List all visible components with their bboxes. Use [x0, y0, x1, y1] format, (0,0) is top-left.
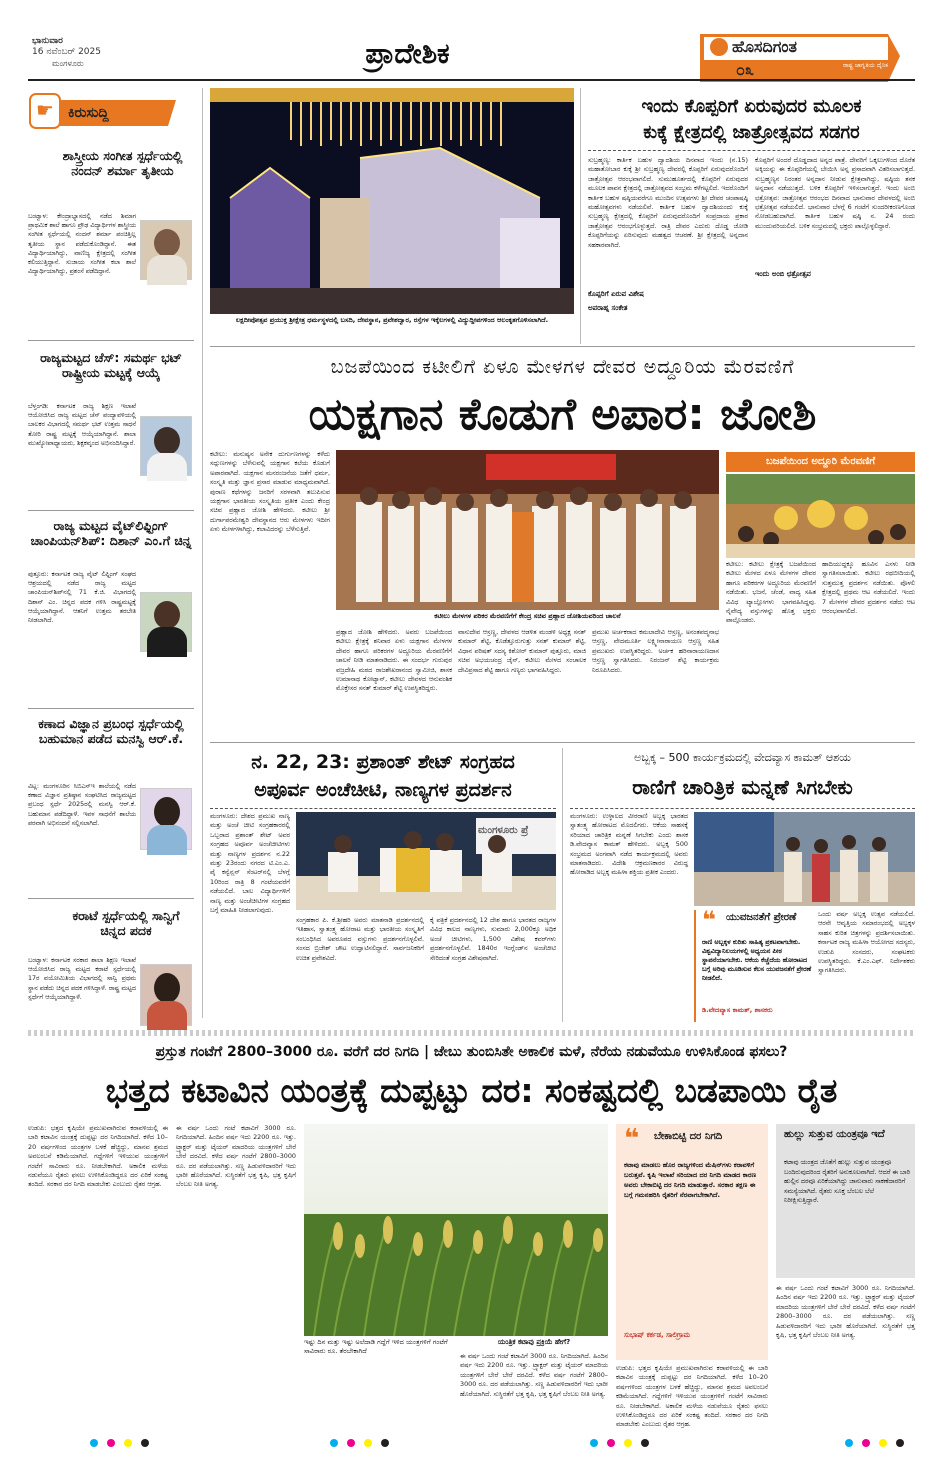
- briefs-header-label: ಕಿರುಸುದ್ದಿ: [68, 105, 109, 121]
- brief-photo-5: [140, 964, 192, 1026]
- paddy-box-2: [776, 1124, 915, 1278]
- paddy-illustration: [304, 1124, 608, 1336]
- abbakka-kicker: ಅಬ್ಬಕ್ಕ – 500 ಕಾರ್ಯಕ್ರಮದಲ್ಲಿ ವೇದವ್ಯಾಸ ಕಾಮತ್ ಆಶಯ: [634, 751, 851, 764]
- paddy-box-1-title: ಬೇಕಾಬಿಟ್ಟಿ ದರ ನಿಗದಿ: [654, 1131, 723, 1142]
- magenta-dot: [607, 1439, 615, 1447]
- magenta-dot: [347, 1439, 355, 1447]
- brief-body-2: ಬೆಳ್ತಂಗಡಿ: ಕರ್ನಾಟಕ ರಾಜ್ಯ ಶಿಕ್ಷಣ ಇಲಾಖೆ ಆಯೋಜಿಸಿದ ರಾಜ್ಯ ಮಟ್ಟದ ಚೆಸ್ ಪಂದ್ಯಾವಳಿಯಲ್ಲಿ ಬಾಲಕರ ವಿಭಾಗದಲ್ಲಿ ಸಮರ್ಥ ಭಟ್ ಉತ್ತಮ ಸಾಧನೆ ತೋರಿ ರಾಷ್ಟ್ರ ಮಟ್ಟಕ್ಕೆ ಆಯ್ಕೆಯಾಗಿದ್ದಾನೆ. ಶಾಲಾ ಮುಖ್ಯೋಪಾಧ್ಯಾಯರು, ಶಿಕ್ಷಕವೃಂದ ಅಭಿನಂದಿಸಿದ್ದಾರೆ.: [28, 403, 136, 447]
- registration-marks-mid: [590, 1432, 650, 1442]
- kukke-subhead-3: ಇಂದು ಅಂಬಿ ಛತ್ರೋತ್ಸವ: [755, 270, 811, 278]
- yakshagana-illustration: [336, 450, 719, 610]
- brand-logo: [700, 30, 900, 82]
- yakshagana-column-6: ಹಾದಿಯುದ್ದಕ್ಕೂ ಹೂವಿನ ಎಸಳು ನೀಡಿ ಸ್ವಾಗತಿಸಲಾಯಿತು. ಕಟೀಲು ರಥಬೀದಿಯಲ್ಲಿ ಸುತ್ತಮುತ್ತ ಪ್ರದರ್ಶನ ನಡೆಯಿತು. ಪೊಳಲಿ ಕ್ಷೇತ್ರದಲ್ಲಿ ಪ್ರಥಮ ಆಟ ನಡೆಯಲಿದೆ. ಇಂದು 7 ಮೇಳಗಳ ದೇವರ ಪ್ರದರ್ಶನ ನಡೆದು ಆಟ ಆರಂಭವಾಗಲಿದೆ.: [822, 560, 915, 616]
- masthead-day: ಭಾನುವಾರ: [32, 36, 63, 46]
- kukke-headline-2: ಕುಕ್ಕೆ ಕ್ಷೇತ್ರದಲ್ಲಿ ಜಾತ್ರೋತ್ಸವದ ಸಡಗರ: [643, 122, 860, 143]
- brief-photo-2: [140, 416, 192, 476]
- paddy-box-2-title: ಹುಲ್ಲು ಸುತ್ತುವ ಯಂತ್ರವೂ ಇದೆ: [784, 1129, 885, 1140]
- paddy-column-2: ಈ ವರ್ಷ ಒಂದು ಗಂಟೆ ಕಟಾವಿಗೆ 3000 ರೂ. ನಿಗದಿಯಾಗಿದೆ. ಹಿಂದಿನ ವರ್ಷ ಇದು 2200 ರೂ. ಇತ್ತು. ಟ್ರ್ಯಾಕ್ಟರ್ ಮತ್ತು ಟೈಯರ್ ಮಾದರಿಯ ಯಂತ್ರಗಳಿಗೆ ಬೇರೆ ಬೇರೆ ದರವಿದೆ. ಕಳೆದ ವರ್ಷ ಗಂಟೆಗೆ 2800–3000 ರೂ. ದರ ಪಡೆಯಲಾಗಿತ್ತು. ಸಣ್ಣ ಹಿಡುವಳಿದಾರರಿಗೆ ಇದು ಭಾರೀ ಹೊರೆಯಾಗಿದೆ. ಸುಸ್ಥಿರತೆಗೆ ಭತ್ತ ಕೃಷಿ, ಭತ್ತ ಕೃಷಿಗೆ ಬೆಂಬಲ ನೀತಿ ಅಗತ್ಯ.: [176, 1124, 296, 1189]
- paddy-headline: ಭತ್ತದ ಕಟಾವಿನ ಯಂತ್ರಕ್ಕೆ ದುಪ್ಪಟ್ಟು ದರ: ಸಂಕಷ್ಟದಲ್ಲಿ ಬಡಪಾಯಿ ರೈತ: [105, 1071, 838, 1110]
- brief-title-1: ಶಾಸ್ತ್ರೀಯ ಸಂಗೀತ ಸ್ಪರ್ಧೆಯಲ್ಲಿ ನಂದನ್ ಶರ್ಮಾ ತೃತೀಯ: [62, 148, 183, 178]
- cyan-dot: [90, 1439, 98, 1447]
- brief-title-2: ರಾಜ್ಯಮಟ್ಟದ ಚೆಸ್: ಸಮರ್ಥ ಭಟ್ ರಾಷ್ಟ್ರೀಯ ಮಟ್ಟಕ್ಕೆ ಆಯ್ಕೆ: [40, 350, 182, 380]
- quote-mark-icon: ❝: [702, 906, 717, 934]
- brief-body-3: ಪುತ್ತೂರು: ಕರ್ನಾಟಕ ರಾಜ್ಯ ವೈಟ್ ಲಿಫ್ಟಿಂಗ್ ಸಂಘದ ಆಶ್ರಯದಲ್ಲಿ ನಡೆದ ರಾಜ್ಯ ಮಟ್ಟದ ಚಾಂಪಿಯನ್‌ಶಿಪ್‌ನಲ್ಲಿ 71 ಕೆ.ಜಿ. ವಿಭಾಗದಲ್ಲಿ ದಿಶಾನ್ ಎಂ. ಚಿನ್ನದ ಪದಕ ಗಳಿಸಿ ರಾಷ್ಟ್ರಮಟ್ಟಕ್ಕೆ ಆಯ್ಕೆಯಾಗಿದ್ದಾನೆ. ಆತನಿಗೆ ಉತ್ತಮ ತರಬೇತಿ ನೀಡಲಾಗಿದೆ.: [28, 571, 136, 625]
- magenta-dot: [107, 1439, 115, 1447]
- yellow-dot: [879, 1439, 887, 1447]
- black-dot: [896, 1439, 904, 1447]
- brief-photo-1: [140, 220, 192, 280]
- paddy-subhead: ಯಂತ್ರಿಕ ಕಟಾವು ಪ್ರಕ್ರಿಯೆ ಹೇಗೆ?: [497, 1338, 571, 1346]
- briefs-header: [28, 92, 183, 132]
- pointing-hand-icon: ☛: [36, 98, 54, 122]
- exhibition-column-2: ಸಂಗ್ರಹಕಾರ ಪಿ. ಕೆ.ಶ್ರೀಹರಿ ಅವರು ಮಾತನಾಡಿ ಪ್ರದರ್ಶನದಲ್ಲಿ ಇತಿಹಾಸ, ಸ್ವಾತಂತ್ರ್ಯ ಹೋರಾಟ ಮತ್ತು ಭಾರತೀಯ ಸಂಸ್ಕೃತಿಗೆ ಸಂಬಂಧಿಸಿದ ಅಪರೂಪದ ವಸ್ತುಗಳು ಪ್ರದರ್ಶನಗೊಳ್ಳಲಿವೆ. ಸಂಸದ ಬ್ರಿಜೇಶ್ ಚೌಟ ಉದ್ಘಾಟಿಸಲಿದ್ದಾರೆ. ಸಾರ್ವಜನಿಕರಿಗೆ ಉಚಿತ ಪ್ರವೇಶವಿದೆ.: [296, 916, 424, 962]
- yakshagana-column-1: ಕಟೀಲು: ಮನುಷ್ಯನ ಅನೇಕ ದುರ್ಗುಣಗಳನ್ನು ಕಳೆದು ಸದ್ಗುಣಗಳನ್ನು ಬೆಳೆಸುವಲ್ಲಿ ಯಕ್ಷಗಾನ ಕಲೆಯ ಕೊಡುಗೆ ಅಪಾರವಾಗಿದೆ. ಯಕ್ಷಗಾನ ಮನರಂಜನೆಯ ಜತೆಗೆ ಧರ್ಮ, ಸಂಸ್ಕೃತಿ ಮತ್ತು ಜ್ಞಾನ ಪ್ರಸಾರ ಮಾಡುವ ಮಾಧ್ಯಮವಾಗಿದೆ. ಪುರಾಣ ಕಥೆಗಳನ್ನು ಜನರಿಗೆ ಸರಳವಾಗಿ ತಲುಪಿಸುವ ಯಕ್ಷಗಾನ ಭಾರತೀಯ ಸಂಸ್ಕೃತಿಯ ಪ್ರತೀಕ ಎಂದು ಕೇಂದ್ರ ಸಚಿವ ಪ್ರಹ್ಲಾದ ಜೋಶಿ ಹೇಳಿದರು. ಕಟೀಲು ಶ್ರೀ ದುರ್ಗಾಪರಮೇಶ್ವರಿ ದೇವಸ್ಥಾನದ ಆರು ಮೇಳಗಳು ಇದೀಗ ಏಳು ಮೇಳಗಳಾಗಿದ್ದು, ಕಲಾವಿದರನ್ನು ಬೆಳೆಸುತ್ತಿವೆ.: [210, 450, 330, 534]
- registration-strip-top: [28, 1030, 915, 1036]
- paddy-box-1-author: ಸುಭಾಷ್ ಕರ್ಕಡ, ಸಾಲಿಗ್ರಾಮ: [624, 1331, 691, 1339]
- brief-photo-4: [140, 788, 192, 850]
- paddy-box-1: [616, 1124, 768, 1360]
- magenta-dot: [862, 1439, 870, 1447]
- paddy-photo-caption: ಇಷ್ಟು ದಿನ ಮತ್ತು ಇಷ್ಟು ಅಲೆದಾಡಿ ಗದ್ದೆಗೆ ಇಳಿದ ಯಂತ್ರಗಳಿಗೆ ಗಂಟೆಗೆ ಸಾವಿರಾರು ರೂ. ತೆರಬೇಕಾಗಿದೆ: [304, 1338, 448, 1355]
- brief-photo-3: [140, 592, 192, 652]
- abbakka-column-1: ಮಂಗಳೂರು: ಉಳ್ಳಾಲದ ವೀರರಾಣಿ ಅಬ್ಬಕ್ಕ ಭಾರತದ ಸ್ವಾತಂತ್ರ್ಯ ಹೋರಾಟದ ಮೊದಲಿಗರು. ಆಕೆಯ ಸಾಹಸಕ್ಕೆ ಸರಿಯಾದ ಚಾರಿತ್ರಿಕ ಮನ್ನಣೆ ಸಿಗಬೇಕು ಎಂದು ಶಾಸಕ ಡಿ.ವೇದವ್ಯಾಸ ಕಾಮತ್ ಹೇಳಿದರು. ಅಬ್ಬಕ್ಕ 500 ಸಂಭ್ರಮದ ಅಂಗವಾಗಿ ನಡೆದ ಕಾರ್ಯಕ್ರಮದಲ್ಲಿ ಅವರು ಮಾತನಾಡಿದರು. ವಿದೇಶಿ ಆಕ್ರಮಣಕಾರರ ವಿರುದ್ಧ ಹೋರಾಡಿದ ಅಬ್ಬಕ್ಕ ಮಹಿಳಾ ಶಕ್ತಿಯ ಪ್ರತೀಕ ಎಂದರು.: [570, 812, 688, 877]
- registration-marks-center: [330, 1432, 390, 1442]
- abbakka-photo: [694, 812, 915, 906]
- brief-body-1: ಬಂಟ್ವಾಳ: ಕೇಂದ್ರಾಭ್ಯಾಸದಲ್ಲಿ ನಡೆದ ಶಿಮಾಗ ಪ್ರಾಥಮಿಕ ಶಾಲೆ ಹಾಗೂ ಪ್ರೌಢ ವಿದ್ಯಾರ್ಥಿಗಳ ಶಾಸ್ತ್ರೀಯ ಸಂಗೀತ ಸ್ಪರ್ಧೆಯಲ್ಲಿ ನಂದನ್ ಶರ್ಮಾ ಪಂಚಿತ್ತಿಲ್ಲ ತೃತೀಯ ಸ್ಥಾನ ಪಡೆದುಕೊಂಡಿದ್ದಾನೆ. ಈತ ವಿದ್ಯಾರ್ಥಿಯಾಗಿದ್ದು, ವಾಣಿಜ್ಯ ಕ್ಷೇತ್ರದಲ್ಲಿ ಸಂಗೀತ ಕಲಿಯುತ್ತಿದ್ದಾನೆ. ಸುಜಾಯ ಸಂಗೀತ ಕಲಾ ಶಾಲೆ ವಿದ್ಯಾರ್ಥಿಯಾಗಿದ್ದು, ಪ್ರಶಂಸೆ ಪಡೆದಿದ್ದಾನೆ.: [28, 213, 136, 276]
- abbakka-quote-box: [694, 906, 812, 1022]
- yakshagana-kicker: ಬಜಪೆಯಿಂದ ಕಟೀಲಿಗೆ ಏಳೂ ಮೇಳಗಳ ದೇವರ ಅದ್ದೂರಿಯ ಮೆರವಣಿಗೆ: [330, 356, 795, 378]
- temple-photo: [210, 88, 574, 314]
- cyan-dot: [330, 1439, 338, 1447]
- yellow-dot: [124, 1439, 132, 1447]
- brief-title-4: ಕಣಾದ ವಿಜ್ಞಾನ ಪ್ರಬಂಧ ಸ್ಪರ್ಧೆಯಲ್ಲಿ ಬಹುಮಾನ ಪಡೆದ ಮನಸ್ವಿ ಆರ್.ಕೆ.: [38, 716, 184, 746]
- black-dot: [141, 1439, 149, 1447]
- section-title: ಪ್ರಾದೇಶಿಕ: [365, 37, 450, 70]
- temple-caption: ಲಕ್ಷದೀಪೋತ್ಸವ ಪ್ರಯುಕ್ತ ಶ್ರೀಕ್ಷೇತ್ರ ಧರ್ಮಸ್ಥಳದಲ್ಲಿ ಬಸದಿ, ದೇವಸ್ಥಾನ, ಪ್ರವೇಶದ್ವಾರ, ರಸ್ತೆಗಳ ಇಕ್ಕೆಲಗಳಲ್ಲಿ ವಿದ್ಯುದ್ದೀಪಗಳಿಂದ ಆಲಂಕೃತಗೊಳಿಸಲಾಗಿದೆ.: [235, 316, 549, 324]
- paddy-column-1: ಉಡುಪಿ: ಭತ್ತದ ಕೃಷಿಯೇ ಪ್ರಮುಖವಾಗಿರುವ ಕರಾವಳಿಯಲ್ಲಿ ಈ ಬಾರಿ ಕಟಾವಿನ ಯಂತ್ರಕ್ಕೆ ದುಪ್ಪಟ್ಟು ದರ ನಿಗದಿಯಾಗಿದೆ. ಕಳೆದ 10–20 ವರ್ಷಗಳಿಂದ ಯಂತ್ರಗಳ ಬಳಕೆ ಹೆಚ್ಚಿದ್ದು, ಮಾನವ ಶ್ರಮದ ಅವಲಂಬನೆ ಕಡಿಮೆಯಾಗಿದೆ. ಗದ್ದೆಗಳಿಗೆ ಇಳಿಯುವ ಯಂತ್ರಗಳಿಗೆ ಗಂಟೆಗೆ ಸಾವಿರಾರು ರೂ. ನೀಡಬೇಕಾಗಿದೆ. ಅಕಾಲಿಕ ಮಳೆಯ ನಡುವೆಯೂ ರೈತರು ಫಸಲು ಉಳಿಸಿಕೊಂಡಿದ್ದರೂ ದರ ಏರಿಕೆ ಸಂಕಷ್ಟ ತಂದಿದೆ. ಸರಕಾರ ದರ ನಿಗದಿ ಮಾಡಬೇಕು ಎಂಬುದು ರೈತರ ಆಗ್ರಹ.: [28, 1124, 168, 1189]
- abbakka-illustration: [694, 812, 915, 906]
- brand-name: ಹೊಸದಿಗಂತ: [732, 37, 797, 56]
- kukke-column-1: ಸುಬ್ರಹ್ಮಣ್ಯ: ಕಾರ್ತಿಕ ಬಹುಳ ದ್ವಾದಶಿಯ ದಿನವಾದ ಇಂದು (ನ.15) ಮಹಾತೋಬಾರ ಕುಕ್ಕೆ ಶ್ರೀ ಸುಬ್ರಹ್ಮಣ್ಯ ದೇವರಲ್ಲಿ ಕೊಪ್ಪರಿಗೆ ಏರುವುದರೊಂದಿಗೆ ಜಾತ್ರೋತ್ಸವ ಆರಂಭವಾಗಲಿದೆ. ಸುಮುಹೂರ್ತದಲ್ಲಿ ಕೊಪ್ಪರಿಗೆ ಏರುವುದರ ಮೂಲಕ ಪಾವನ ಕ್ಷೇತ್ರದಲ್ಲಿ ಜಾತ್ರೋತ್ಸವದ ಸಂಭ್ರಮ ಕಳೆಗಟ್ಟಲಿದೆ. ಇದರೊಂದಿಗೆ ಕಾರ್ತಿಕ ಬಹುಳ ಷಷ್ಠಿಯವರೆಗೂ ಮುಂದಿನ ಉತ್ಸವಗಳು ಶ್ರೀ ದೇವರ ಚಂಪಾಷಷ್ಠಿ ಮಹೋತ್ಸವಗಳು ನಡೆಯಲಿವೆ. ಕಾರ್ತಿಕ ಬಹುಳ ದ್ವಾದಶಿಯಂದು ಕುಕ್ಕೆ ಸುಬ್ರಹ್ಮಣ್ಯ ಕ್ಷೇತ್ರದಲ್ಲಿ ಕೊಪ್ಪರಿಗೆ ಏರುವುದರೊಂದಿಗೆ ಸಂಪ್ರದಾಯ ಪ್ರಕಾರ ಜಾತ್ರೋತ್ಸವ ಆರಂಭಗೊಳ್ಳುತ್ತದೆ. ರಾತ್ರಿ ದೇವರ ಎದುರು ದೊಡ್ಡ ಜೋಡಿ ಕೊಪ್ಪರಿಗೆಯನ್ನು ಏರಿಸುವುದು ಮಹತ್ವದ ಆಚರಣೆ. ಶ್ರೀ ಕ್ಷೇತ್ರದಲ್ಲಿ ಅನ್ನದಾನ ಸಹಕಾರವಾಗಿದೆ.: [588, 156, 748, 249]
- masthead: [0, 0, 945, 80]
- procession-photo: [726, 474, 915, 558]
- exhibition-column-3: ಕೈ ಪತ್ರಿಕೆ ಪ್ರದರ್ಶನದಲ್ಲಿ 12 ದೇಶ ಹಾಗೂ ಭಾರತದ ರಾಜ್ಯಗಳ ವಿವಿಧ ಕಾಲದ ನಾಣ್ಯಗಳು, ಸುಮಾರು 2,000ಕ್ಕೂ ಅಧಿಕ ಅಂಚೆ ಚೀಟಿಗಳು, 1,500 ವಿಶೇಷ ಕವರ್‌ಗಳು ಪ್ರದರ್ಶನಗೊಳ್ಳಲಿವೆ. 1840ರ ಇಂಗ್ಲೆಂಡ್‌ನ ಅಂಚೆಚೀಟಿ ಸೇರಿದಂತೆ ಸಂಗ್ರಹ ವಿಶೇಷವಾಗಿದೆ.: [430, 916, 556, 962]
- abbakka-quote-author: ಡಿ.ವೇದವ್ಯಾಸ ಕಾಮತ್, ಶಾಸಕರು: [702, 1006, 773, 1014]
- yakshagana-column-3: ವಾಸುದೇವ ಆಸ್ರಣ್ಣ, ದೇವಳದ ಆಡಳಿತ ಮಂಡಳಿ ಅಧ್ಯಕ್ಷ ಸನತ್ ಕುಮಾರ್ ಶೆಟ್ಟಿ, ಕೊಡೆತ್ತೂರುಗುತ್ತು ಸನತ್ ಕುಮಾರ್ ಶೆಟ್ಟಿ, ವಿಧಾನ ಪರಿಷತ್ ಸದಸ್ಯ ಕಿಶೋರ್ ಕುಮಾರ್ ಪುತ್ತೂರು, ಮಾಜಿ ಸಚಿವ ಅಭಯಚಂದ್ರ ಜೈನ್, ಕಟೀಲು ಮೇಳದ ಸಂಚಾಲಕ ದೇವಿಪ್ರಸಾದ ಶೆಟ್ಟಿ ಹಾಗೂ ಗಣ್ಯರು ಭಾಗವಹಿಸಿದ್ದರು.: [458, 628, 586, 674]
- brief-body-5: ಬಂಟ್ವಾಳ: ಕರ್ನಾಟಕ ಸರಕಾರ ಶಾಲಾ ಶಿಕ್ಷಣ ಇಲಾಖೆ ಆಯೋಜಿಸಿದ ರಾಜ್ಯ ಮಟ್ಟದ ಕರಾಟೆ ಸ್ಪರ್ಧೆಯಲ್ಲಿ 17ರ ವಯೋಮಿತಿಯ ವಿಭಾಗದಲ್ಲಿ ಸಾನ್ವಿ ಪ್ರಥಮ ಸ್ಥಾನ ಪಡೆದು ಚಿನ್ನದ ಪದಕ ಗಳಿಸಿದ್ದಾಳೆ. ರಾಷ್ಟ್ರ ಮಟ್ಟದ ಸ್ಪರ್ಧೆಗೆ ಆಯ್ಕೆಯಾಗಿದ್ದಾಳೆ.: [28, 957, 136, 1001]
- yakshagana-column-5: ಕಟೀಲು: ಕಟೀಲು ಕ್ಷೇತ್ರಕ್ಕೆ ಬಜಪೆಯಿಂದ ಕಟೀಲು ಮೇಳದ ಏಳೂ ಮೇಳಗಳ ದೇವರ ಹಾಗೂ ಪರಿಕರಗಳ ಅದ್ದೂರಿಯ ಮೆರವಣಿಗೆ ನಡೆಯಿತು. ಭಜನೆ, ಚೆಂಡೆ, ವಾದ್ಯ ಸಹಿತ ವಿವಿಧ ಟ್ಯಾಬ್ಲೋಗಳು ಭಾಗವಹಿಸಿದ್ದವು. ನೈವೇದ್ಯ ವಸ್ತುಗಳನ್ನು ಹೊತ್ತ ಭಕ್ತರು ಪಾಲ್ಗೊಂಡರು.: [726, 560, 816, 625]
- yakshagana-photo: [336, 450, 719, 610]
- masthead-city: ಮಂಗಳೂರು: [52, 59, 84, 68]
- exhibition-photo: [296, 812, 556, 910]
- paddy-box-2-body: ಕಟಾವು ಯಂತ್ರದ ಜೊತೆಗೆ ಹುಲ್ಲು ಸುತ್ತುವ ಯಂತ್ರವೂ ಬಂದಿರುವುದರಿಂದ ರೈತರಿಗೆ ಅನುಕೂಲವಾಗಿದೆ. ಆದರೆ ಈ ಬಾರಿ ಹುಲ್ಲಿನ ದರವೂ ಏರಿಕೆಯಾಗಿದ್ದು ಜಾನುವಾರು ಸಾಕಣೆದಾರರಿಗೆ ಸಮಸ್ಯೆಯಾಗಿದೆ. ರೈತರು ಸೂಕ್ತ ಬೆಂಬಲ ಬೆಲೆ ನಿರೀಕ್ಷಿಸುತ್ತಿದ್ದಾರೆ.: [784, 1158, 910, 1205]
- yakshagana-photo-caption: ಕಟೀಲು ಮೇಳಗಳ ಪರಿಕರ ಮೆರವಣಿಗೆಗೆ ಕೇಂದ್ರ ಸಚಿವ ಪ್ರಹ್ಲಾದ ಜೋಶಿಯವರಿಂದ ಚಾಲನೆ: [434, 612, 621, 620]
- black-dot: [641, 1439, 649, 1447]
- brief-body-4: ವಿಟ್ಲ: ಮಂಗಳೂರಿನ ಸಿಬಿಎಸ್‌ಇ ಶಾಲೆಯಲ್ಲಿ ನಡೆದ ಕಣಾದ ವಿಜ್ಞಾನ ಪ್ರತಿಷ್ಠಾನ ಸಂಘಟಿಸಿದ ರಾಜ್ಯಮಟ್ಟದ ಪ್ರಬಂಧ ಸ್ಪರ್ಧೆ 2025ರಲ್ಲಿ ಮನಸ್ವಿ ಆರ್.ಕೆ. ಬಹುಮಾನ ಪಡೆದಿದ್ದಾಳೆ. ಇವಳ ಸಾಧನೆಗೆ ಶಾಲೆಯ ಪರವಾಗಿ ಅಭಿನಂದನೆ ಸಲ್ಲಿಸಲಾಗಿದೆ.: [28, 783, 136, 827]
- kukke-headline-1: ಇಂದು ಕೊಪ್ಪರಿಗೆ ಏರುವುದರ ಮೂಲಕ: [641, 96, 862, 117]
- abbakka-quote-body: ರಾಣಿ ಅಬ್ಬಕ್ಕಳ ಕುರಿತು ಸಾಹಿತ್ಯ ಪ್ರಕಟವಾಗಬೇಕು. ವಿಶ್ವವಿದ್ಯಾನಿಲಯಗಳಲ್ಲಿ ಅಧ್ಯಯನ ಪೀಠ ಸ್ಥಾಪನೆಯಾಗಬೇಕು. ಆಕೆಯ ಕೆಚ್ಚೆದೆಯ ಹೋರಾಟದ ಬಗ್ಗೆ ಅರಿವು ಮೂಡಿಸುವ ಕೆಲಸ ಯುವಜನತೆಗೆ ಪ್ರೇರಣೆ ನೀಡಲಿದೆ.: [702, 938, 812, 982]
- black-dot: [381, 1439, 389, 1447]
- paddy-photo: [304, 1124, 608, 1336]
- page-number: ೦೩: [736, 60, 754, 79]
- paddy-column-3: ಈ ವರ್ಷ ಒಂದು ಗಂಟೆ ಕಟಾವಿಗೆ 3000 ರೂ. ನಿಗದಿಯಾಗಿದೆ. ಹಿಂದಿನ ವರ್ಷ ಇದು 2200 ರೂ. ಇತ್ತು. ಟ್ರ್ಯಾಕ್ಟರ್ ಮತ್ತು ಟೈಯರ್ ಮಾದರಿಯ ಯಂತ್ರಗಳಿಗೆ ಬೇರೆ ಬೇರೆ ದರವಿದೆ. ಕಳೆದ ವರ್ಷ ಗಂಟೆಗೆ 2800–3000 ರೂ. ದರ ಪಡೆಯಲಾಗಿತ್ತು. ಸಣ್ಣ ಹಿಡುವಳಿದಾರರಿಗೆ ಇದು ಭಾರೀ ಹೊರೆಯಾಗಿದೆ. ಸುಸ್ಥಿರತೆಗೆ ಭತ್ತ ಕೃಷಿ, ಭತ್ತ ಕೃಷಿಗೆ ಬೆಂಬಲ ನೀತಿ ಅಗತ್ಯ.: [460, 1352, 608, 1398]
- abbakka-headline: ರಾಣಿಗೆ ಚಾರಿತ್ರಿಕ ಮನ್ನಣೆ ಸಿಗಬೇಕು: [632, 775, 853, 799]
- brand-emblem-icon: [710, 38, 728, 56]
- brand-tagline: ರಾಷ್ಟ್ರ ಜಾಗೃತಿಯ ದೈನಿಕ: [842, 62, 888, 69]
- kukke-subhead-1: ಕೊಪ್ಪರಿಗೆ ಏರುವ ವಿಶೇಷ: [588, 290, 644, 298]
- yakshagana-column-2: ಪ್ರಹ್ಲಾದ ಜೋಶಿ ಹೇಳಿದರು. ಅವರು ಬಜಪೆಯಿಂದ ಕಟೀಲು ಕ್ಷೇತ್ರಕ್ಕೆ ಶನಿವಾರ ಏಳು ಯಕ್ಷಗಾನ ಮೇಳಗಳ ದೇವರ ಹಾಗೂ ಪರಿಕರಗಳ ಅದ್ದೂರಿಯ ಮೆರವಣಿಗೆಗೆ ಚಾಲನೆ ನೀಡಿ ಮಾತನಾಡಿದರು. ಈ ಸಂದರ್ಭ ಗುರುಪುರ ವಜ್ರದೇಹಿ ಮಠದ ರಾಜಶೇಖರಾನಂದ ಸ್ವಾಮೀಜಿ, ಶಾಸಕ ಉಮಾನಾಥ ಕೋಟ್ಯಾನ್, ಕಟೀಲು ದೇವಳದ ಆನುವಂಶಿಕ ಮೊಕ್ತೇಸರ ಸನತ್ ಕುಮಾರ್ ಶೆಟ್ಟಿ ಉಪಸ್ಥಿತರಿದ್ದರು.: [336, 628, 452, 693]
- cyan-dot: [590, 1439, 598, 1447]
- brief-title-3: ರಾಜ್ಯ ಮಟ್ಟದ ವೈಟ್‌ಲಿಫ್ಟಿಂಗ್ ಚಾಂಪಿಯನ್‌ಶಿಪ್: ದಿಶಾನ್ ಎಂ.ಗೆ ಚಿನ್ನ: [30, 518, 192, 548]
- masthead-date-block: [32, 36, 142, 68]
- paddy-column-4: ಉಡುಪಿ: ಭತ್ತದ ಕೃಷಿಯೇ ಪ್ರಮುಖವಾಗಿರುವ ಕರಾವಳಿಯಲ್ಲಿ ಈ ಬಾರಿ ಕಟಾವಿನ ಯಂತ್ರಕ್ಕೆ ದುಪ್ಪಟ್ಟು ದರ ನಿಗದಿಯಾಗಿದೆ. ಕಳೆದ 10–20 ವರ್ಷಗಳಿಂದ ಯಂತ್ರಗಳ ಬಳಕೆ ಹೆಚ್ಚಿದ್ದು, ಮಾನವ ಶ್ರಮದ ಅವಲಂಬನೆ ಕಡಿಮೆಯಾಗಿದೆ. ಗದ್ದೆಗಳಿಗೆ ಇಳಿಯುವ ಯಂತ್ರಗಳಿಗೆ ಗಂಟೆಗೆ ಸಾವಿರಾರು ರೂ. ನೀಡಬೇಕಾಗಿದೆ. ಅಕಾಲಿಕ ಮಳೆಯ ನಡುವೆಯೂ ರೈತರು ಫಸಲು ಉಳಿಸಿಕೊಂಡಿದ್ದರೂ ದರ ಏರಿಕೆ ಸಂಕಷ್ಟ ತಂದಿದೆ. ಸರಕಾರ ದರ ನಿಗದಿ ಮಾಡಬೇಕು ಎಂಬುದು ರೈತರ ಆಗ್ರಹ.: [616, 1364, 768, 1429]
- yellow-dot: [364, 1439, 372, 1447]
- kukke-column-2: ಕೊಪ್ಪರಿಗೆ ಅಂದರೆ ದೊಡ್ಡದಾದ ಅನ್ನದ ಪಾತ್ರೆ. ದೇವರಿಗೆ ಒಕ್ಕಲುಗಳಿಂದ ದೊರೆತ ಅಕ್ಕಿಯನ್ನು ಈ ಕೊಪ್ಪರಿಗೆಯಲ್ಲಿ ಬೇಯಿಸಿ ಅನ್ನ ಪ್ರಸಾದವಾಗಿ ವಿತರಿಸಲಾಗುತ್ತದೆ. ಸುಬ್ರಹ್ಮಣ್ಯನ ನಿರಂತರ ಅನ್ನದಾನ ನೀಡುವ ಕ್ಷೇತ್ರವಾಗಿದ್ದು, ಷಷ್ಠಿಯ ತನಕ ಅನ್ನದಾನ ನಡೆಯುತ್ತದೆ. ಬಳಿಕ ಕೊಪ್ಪರಿಗೆ ಇಳಿಸಲಾಗುತ್ತದೆ. ಇಂದು ಅಂಬಿ ಛತ್ರೋತ್ಸವ: ಜಾತ್ರೋತ್ಸವ ಆರಂಭದ ದಿನವಾದ ಭಾನುವಾರ ದೇವಳದಲ್ಲಿ ಅಂಬಿ ಛತ್ರೋತ್ಸವ ನಡೆಯಲಿದೆ. ಭಾನುವಾರ ಬೆಳಗ್ಗೆ 6 ಗಂಟೆಗೆ ಸುಂದರೀಕರಣಗೊಂಡ ನೋಡಬಹುದಾಗಿದೆ. ಕಾರ್ತಿಕ ಬಹುಳ ಷಷ್ಠಿ ನ. 24 ರಂದು ಮುಂದುವರಿಯಲಿದೆ. ಬಳಿಕ ಸಂಭ್ರಮದಲ್ಲಿ ಭಕ್ತರು ಪಾಲ್ಗೊಳ್ಳಲಿದ್ದಾರೆ.: [755, 156, 915, 230]
- paddy-kicker: ಪ್ರಸ್ತುತ ಗಂಟೆಗೆ 2800–3000 ರೂ. ವರೆಗೆ ದರ ನಿಗದಿ | ಜೇಬು ತುಂಬಿಸಿತೇ ಅಕಾಲಿಕ ಮಳೆ, ನೆರೆಯ ನಡುವೆಯೂ ಉಳಿಸಿಕೊಂಡ ಫಸಲು?: [155, 1044, 788, 1060]
- registration-marks-right: [845, 1432, 905, 1442]
- box1-quote-mark-icon: ❝: [624, 1124, 640, 1154]
- paddy-box-1-body: ಕಟಾವು ಮಾಡಲು ಹೊರ ರಾಜ್ಯಗಳಿಂದ ಮೆಷಿನ್‌ಗಳು ಕರಾವಳಿಗೆ ಬರುತ್ತವೆ. ಕೃಷಿ ಇಲಾಖೆ ಸರಿಯಾದ ದರ ನಿಗದಿ ಮಾಡದ ಕಾರಣ ಅವರು ಬೇಕಾಬಿಟ್ಟಿ ದರ ನಿಗದಿ ಮಾಡುತ್ತಾರೆ. ಸರಕಾರ ತಕ್ಷಣ ಈ ಬಗ್ಗೆ ಗಮನಹರಿಸಿ ರೈತರಿಗೆ ನೆರವಾಗಬೇಕಾಗಿದೆ.: [624, 1161, 757, 1199]
- exhibition-headline-2: ಅಪೂರ್ವ ಅಂಚೆಚೀಟಿ, ನಾಣ್ಯಗಳ ಪ್ರದರ್ಶನ: [254, 779, 512, 801]
- yakshagana-column-4: ಪ್ರಮುಖ ಅರ್ಚಕರಾದ ಕಮಲಾದೇವಿ ಆಸ್ರಣ್ಣ, ಅನಂತಪದ್ಮನಾಭ ಆಸ್ರಣ್ಣ, ವೇದಮೂರ್ತಿ ಲಕ್ಷ್ಮೀನಾರಾಯಣ ಆಸ್ರಣ್ಣ ಸಹಿತ ಪ್ರಮುಖರು ಉಪಸ್ಥಿತರಿದ್ದರು. ಅರ್ಚಕ ಹರಿನಾರಾಯಣದಾಸ ಆಸ್ರಣ್ಣ ಸ್ವಾಗತಿಸಿದರು. ನಿರಂಜನ್ ಶೆಟ್ಟಿ ಕಾರ್ಯಕ್ರಮ ನಿರೂಪಿಸಿದರು.: [592, 628, 719, 674]
- kukke-subhead-2: ಅಪರಾಹ್ನ ಸಂಕೇತ: [588, 304, 628, 312]
- exhibition-banner-text: ಮಂಗಳೂರು ಪ್ರೆ: [478, 825, 529, 836]
- procession-illustration: [726, 474, 915, 558]
- masthead-date: 16 ನವೆಂಬರ್ 2025: [32, 47, 101, 57]
- abbakka-column-2: ಒಂದು ವರ್ಷ ಅಬ್ಬಕ್ಕ ಉತ್ಸವ ನಡೆಯಲಿದೆ. ಆರನೇ ಆವೃತ್ತಿಯ ಸಮಾರಂಭದಲ್ಲಿ ಅಬ್ಬಕ್ಕಳ ಸಾಹಸ ಕುರಿತ ಚಿತ್ರಗಳನ್ನು ಪ್ರದರ್ಶಿಸಲಾಯಿತು. ಕರ್ನಾಟಕ ರಾಜ್ಯ ಮಹಿಳಾ ಆಯೋಗದ ಸದಸ್ಯರು, ಉಡುಪಿ ಸಂಸದರು, ಸಂಘಟಕರು ಉಪಸ್ಥಿತರಿದ್ದರು. ಕೆ.ಎಂ.ಎಫ್. ನಿರ್ದೇಶಕರು ಸ್ವಾಗತಿಸಿದರು.: [818, 910, 915, 975]
- yellow-dot: [624, 1439, 632, 1447]
- temple-illustration: [210, 88, 574, 314]
- brief-title-5: ಕರಾಟೆ ಸ್ಪರ್ಧೆಯಲ್ಲಿ ಸಾನ್ವಿಗೆ ಚಿನ್ನದ ಪದಕ: [72, 908, 180, 938]
- registration-marks-left: [90, 1432, 150, 1442]
- exhibition-column-1: ಮಂಗಳೂರು: ದೇಶದ ಪ್ರಮುಖ ನಾಣ್ಯ ಮತ್ತು ಅಂಚೆ ಚೀಟಿ ಸಂಗ್ರಹಕಾರರಲ್ಲಿ ಒಬ್ಬರಾದ ಪ್ರಶಾಂತ್ ಶೇಟ್ ಅವರ ಸಂಗ್ರಹದ ಅಪೂರ್ವ ಅಂಚೆಚೀಟಿಗಳು ಮತ್ತು ನಾಣ್ಯಗಳ ಪ್ರದರ್ಶನ ನ.22 ಮತ್ತು 23ರಂದು ನಗರದ ಟಿ.ಎಂ.ಎ. ಪೈ ಕನ್ವೆನ್ಷನ್ ಸೆಂಟರ್‌ನಲ್ಲಿ ಬೆಳಗ್ಗೆ 10ರಿಂದ ರಾತ್ರಿ 8 ಗಂಟೆಯವರೆಗೆ ನಡೆಯಲಿದೆ. ಬಾಲ ವಿದ್ಯಾರ್ಥಿಗಳಿಗೆ ನಾಣ್ಯ ಮತ್ತು ಅಂಚೆಚೀಟಿಗಳ ಸಂಗ್ರಹದ ಬಗ್ಗೆ ಮಾಹಿತಿ ನೀಡಲಾಗುವುದು.: [210, 812, 290, 915]
- exhibition-headline-1: ನ. 22, 23: ಪ್ರಶಾಂತ್ ಶೇಟ್ ಸಂಗ್ರಹದ: [251, 751, 515, 773]
- cyan-dot: [845, 1439, 853, 1447]
- abbakka-quote-title: ಯುವಜನತೆಗೆ ಪ್ರೇರಣೆ: [726, 912, 797, 923]
- paddy-column-5: ಈ ವರ್ಷ ಒಂದು ಗಂಟೆ ಕಟಾವಿಗೆ 3000 ರೂ. ನಿಗದಿಯಾಗಿದೆ. ಹಿಂದಿನ ವರ್ಷ ಇದು 2200 ರೂ. ಇತ್ತು. ಟ್ರ್ಯಾಕ್ಟರ್ ಮತ್ತು ಟೈಯರ್ ಮಾದರಿಯ ಯಂತ್ರಗಳಿಗೆ ಬೇರೆ ಬೇರೆ ದರವಿದೆ. ಕಳೆದ ವರ್ಷ ಗಂಟೆಗೆ 2800–3000 ರೂ. ದರ ಪಡೆಯಲಾಗಿತ್ತು. ಸಣ್ಣ ಹಿಡುವಳಿದಾರರಿಗೆ ಇದು ಭಾರೀ ಹೊರೆಯಾಗಿದೆ. ಸುಸ್ಥಿರತೆಗೆ ಭತ್ತ ಕೃಷಿ, ಭತ್ತ ಕೃಷಿಗೆ ಬೆಂಬಲ ನೀತಿ ಅಗತ್ಯ.: [776, 1284, 915, 1340]
- yakshagana-headline: ಯಕ್ಷಗಾನ ಕೊಡುಗೆ ಅಪಾರ: ಜೋಶಿ: [308, 389, 817, 440]
- yakshagana-sidebar-title: ಬಜಪೆಯಿಂದ ಅದ್ದೂರಿ ಮೆರವಣಿಗೆ: [726, 452, 915, 472]
